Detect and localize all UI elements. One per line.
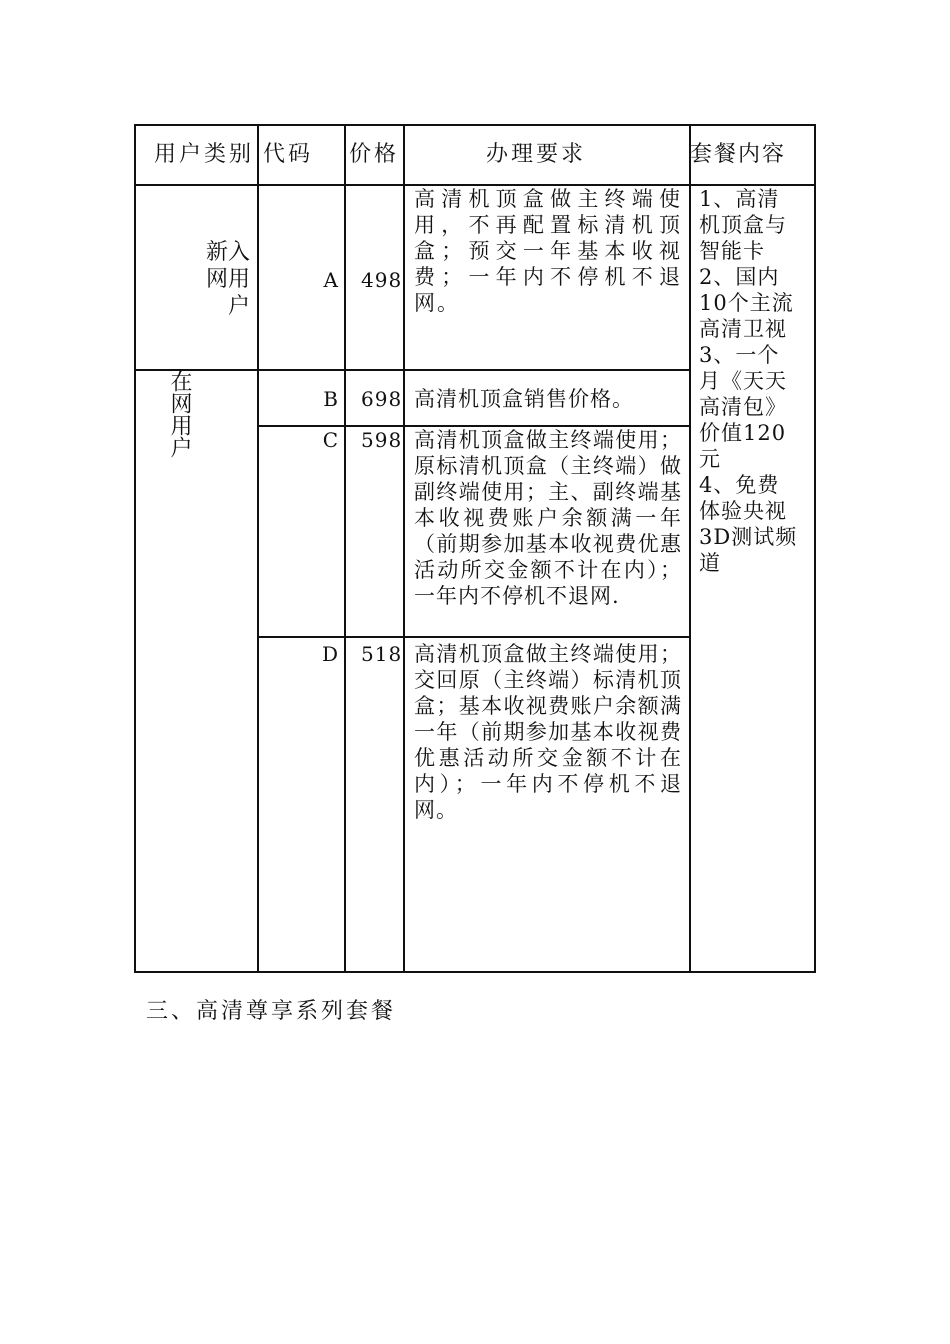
- user-group-new: 新入 网用 户: [205, 240, 250, 319]
- row-c-requirement: 高清机顶盒做主终端使用；原标清机顶盒（主终端）做副终端使用；主、副终端基本收视费账户余额满一年（前期参加基本收视费优惠活动所交金额不计在内）；一年内不停机不退网.: [414, 428, 682, 608]
- header-package-content: 套餐内容: [690, 142, 787, 167]
- row-b-code: B: [323, 387, 338, 411]
- row-d-requirement: 高清机顶盒做主终端使用；交回原（主终端）标清机顶盒；基本收视费账户余额满一年（前期参加基本收视费优惠活动所交金额不计在内）；一年内不停机不退网。: [414, 642, 682, 822]
- row-divider-a-b: [134, 369, 691, 371]
- column-divider-2: [344, 124, 346, 973]
- column-divider-4: [689, 124, 691, 973]
- header-user-category: 用户类别: [154, 142, 255, 167]
- user-group-existing: 在网用户: [167, 370, 192, 458]
- row-b-price: 698: [361, 387, 403, 411]
- header-requirements: 办理要求: [486, 142, 587, 167]
- table-bottom-border: [134, 971, 816, 973]
- header-price: 价格: [349, 142, 400, 167]
- row-a-code: A: [323, 268, 338, 292]
- row-d-code: D: [321, 642, 338, 666]
- table-top-border: [134, 124, 816, 126]
- package-content: 1、高清 机顶盒与 智能卡 2、国内 10个主流 高清卫视 3、一个 月《天天 高清包》 价值120 元 4、免费 体验央视 3D测试频 道: [699, 187, 798, 575]
- row-d-price: 518: [361, 642, 403, 666]
- section-heading: 三、高清尊享系列套餐: [146, 999, 397, 1024]
- column-divider-1: [257, 124, 259, 973]
- table-right-border: [814, 124, 816, 973]
- row-a-price: 498: [361, 268, 403, 292]
- table-left-border: [134, 124, 136, 973]
- row-c-code: C: [322, 428, 338, 452]
- column-divider-3: [403, 124, 405, 973]
- row-divider-c-d: [257, 636, 691, 638]
- row-b-requirement: 高清机顶盒销售价格。: [414, 387, 634, 411]
- header-code: 代码: [263, 142, 314, 167]
- row-a-requirement: 高清机顶盒做主终端使用，不再配置标清机顶盒；预交一年基本收视费；一年内不停机不退网。: [414, 187, 682, 315]
- row-c-price: 598: [361, 428, 403, 452]
